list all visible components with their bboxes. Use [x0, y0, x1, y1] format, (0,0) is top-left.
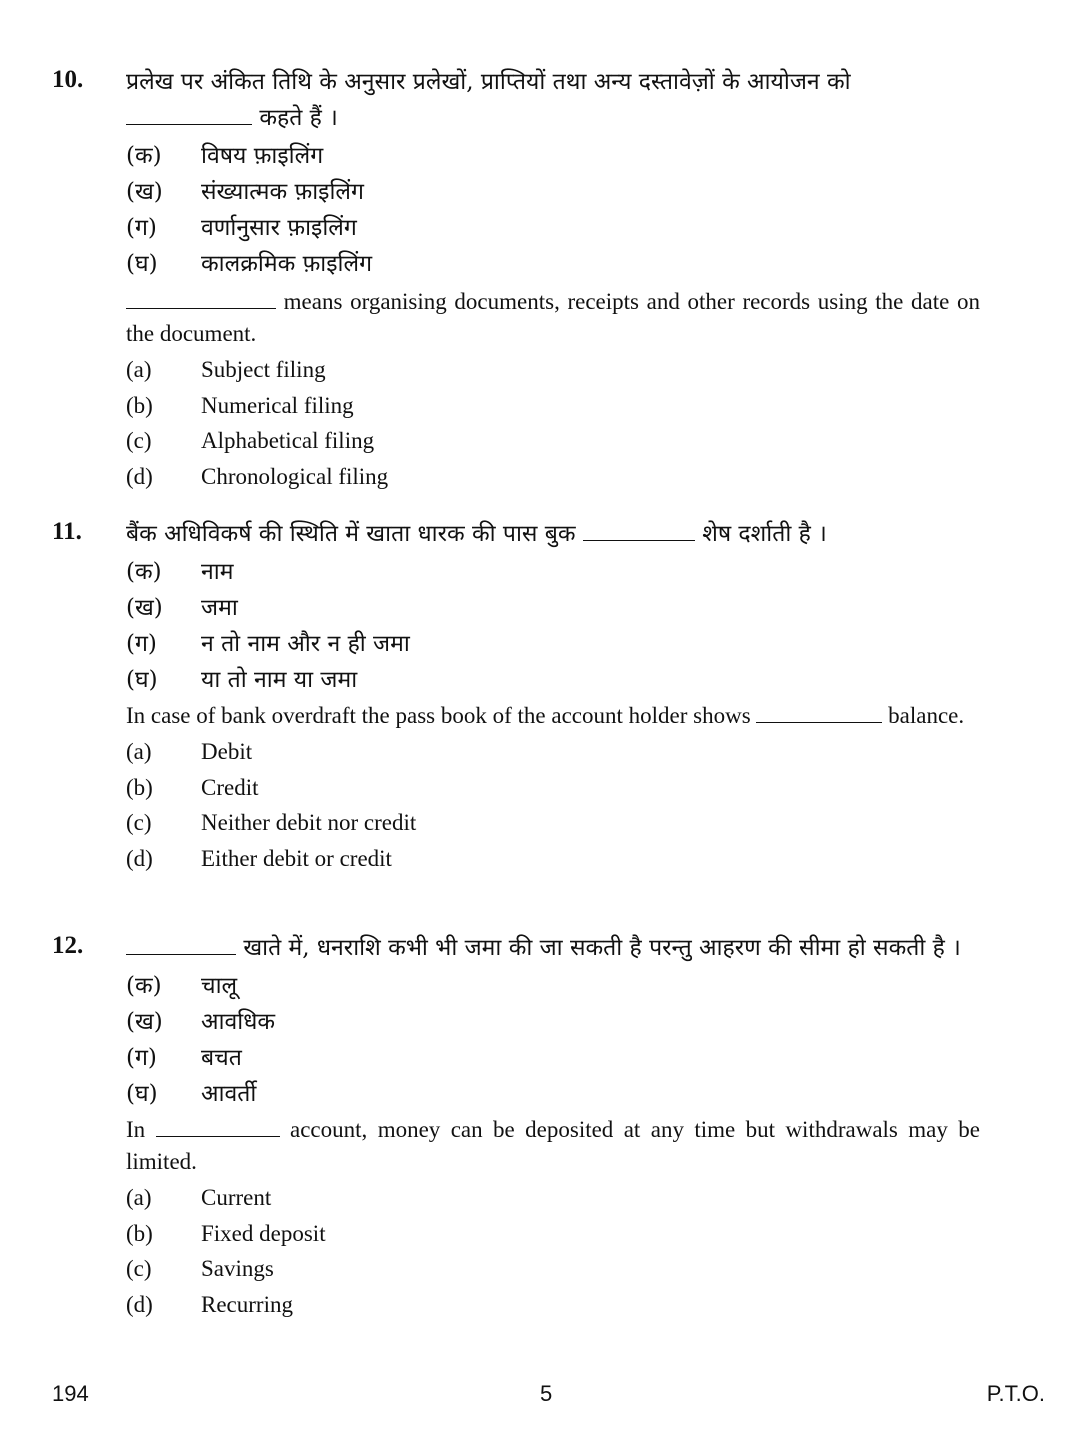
hindi-stem-before: बैंक अधिविकर्ष की स्थिति में खाता धारक की पास बुक [126, 521, 576, 547]
option-text: Credit [201, 774, 259, 800]
question-number: 10. [52, 66, 84, 93]
question-body [126, 64, 980, 494]
english-options [126, 352, 980, 494]
english-stem-after: means organising documents, receipts and other records using the date on the document. [126, 289, 981, 346]
option-label: (d) [126, 463, 153, 489]
option-label: (b) [126, 392, 153, 418]
hindi-stem-before: प्रलेख पर अंकित तिथि के अनुसार प्रलेखों, प्राप्तियों तथा अन्य दस्तावेज़ों के आयोजन को [126, 69, 851, 95]
answer-blank [156, 1114, 280, 1137]
hindi-stem-after: शेष दर्शाती है । [702, 521, 827, 547]
english-option [126, 423, 980, 459]
option-label: (क) [126, 973, 162, 999]
option-label: (क) [126, 559, 162, 585]
english-options [126, 1180, 980, 1322]
english-option [126, 805, 980, 841]
option-text: या तो नाम या जमा [201, 667, 358, 693]
question-number: 11. [52, 518, 82, 545]
hindi-options [126, 968, 980, 1112]
hindi-stem-after: कहते हैं । [259, 105, 338, 131]
hindi-stem-after: खाते में, धनराशि कभी भी जमा की जा सकती है परन्तु आहरण की सीमा हो सकती है । [243, 935, 961, 961]
option-text: Alphabetical filing [201, 428, 375, 453]
option-text: वर्णानुसार फ़ाइलिंग [201, 215, 357, 241]
option-text: Savings [201, 1256, 274, 1281]
option-label: (घ) [126, 1081, 158, 1107]
english-option [126, 1180, 980, 1216]
hindi-option [126, 1076, 980, 1112]
option-text: बचत [201, 1045, 242, 1071]
option-text: विषय फ़ाइलिंग [201, 143, 324, 169]
option-label: (ख) [126, 595, 163, 621]
option-label: (क) [126, 143, 162, 169]
footer-page-number: 5 [540, 1381, 553, 1406]
hindi-option [126, 554, 980, 590]
option-text: Neither debit nor credit [201, 810, 417, 835]
answer-blank [126, 286, 276, 309]
english-option [126, 1251, 980, 1287]
english-option [126, 1216, 980, 1252]
hindi-options [126, 554, 980, 698]
option-text: Debit [201, 739, 253, 764]
hindi-option [126, 174, 980, 210]
option-text: Either debit or credit [201, 845, 392, 871]
hindi-option [126, 626, 980, 662]
hindi-option [126, 662, 980, 698]
hindi-option [126, 138, 980, 174]
option-text: चालू [201, 973, 238, 999]
answer-blank [756, 700, 882, 723]
footer-paper-code: 194 [52, 1381, 89, 1406]
option-label: (c) [126, 1256, 152, 1281]
english-stem-after: balance. [888, 703, 965, 728]
footer-pto: P.T.O. [986, 1381, 1045, 1406]
option-text: Subject filing [201, 357, 326, 382]
option-text: जमा [201, 595, 238, 621]
english-option [126, 1287, 980, 1323]
english-stem-before: In [126, 1117, 146, 1142]
hindi-option [126, 246, 980, 282]
hindi-stem [126, 930, 980, 966]
option-label: (ग) [126, 1045, 157, 1071]
english-option [126, 770, 980, 806]
option-label: (ग) [126, 215, 157, 241]
english-stem-before: In case of bank overdraft the pass book of the account holder shows [126, 703, 751, 728]
option-label: (ख) [126, 179, 163, 205]
option-label: (a) [126, 739, 152, 764]
option-text: नाम [201, 559, 234, 585]
option-text: Fixed deposit [201, 1220, 326, 1246]
answer-blank [583, 518, 695, 541]
hindi-option [126, 1004, 980, 1040]
hindi-stem [126, 64, 980, 136]
option-label: (d) [126, 845, 153, 871]
question-number: 12. [52, 932, 84, 959]
english-options [126, 734, 980, 876]
english-stem [126, 700, 980, 732]
option-text: आवर्ती [201, 1081, 257, 1107]
option-text: Current [201, 1185, 272, 1210]
english-stem [126, 286, 980, 350]
option-label: (d) [126, 1291, 153, 1317]
hindi-options [126, 138, 980, 282]
hindi-option [126, 590, 980, 626]
option-text: Chronological filing [201, 463, 389, 489]
hindi-stem [126, 516, 980, 552]
option-text: Numerical filing [201, 392, 354, 418]
english-option [126, 734, 980, 770]
question-body [126, 516, 980, 876]
option-label: (घ) [126, 667, 158, 693]
option-text: Recurring [201, 1291, 293, 1317]
option-text: आवधिक [201, 1009, 276, 1035]
answer-blank [126, 932, 236, 955]
option-label: (घ) [126, 251, 158, 277]
question-body [126, 930, 980, 1322]
hindi-option [126, 968, 980, 1004]
option-label: (b) [126, 1220, 153, 1246]
hindi-option [126, 210, 980, 246]
english-option [126, 352, 980, 388]
option-text: कालक्रमिक फ़ाइलिंग [201, 251, 373, 277]
english-stem [126, 1114, 980, 1178]
option-label: (ग) [126, 631, 157, 657]
option-label: (ख) [126, 1009, 163, 1035]
option-text: न तो नाम और न ही जमा [201, 631, 410, 657]
english-option [126, 841, 980, 877]
option-label: (b) [126, 774, 153, 800]
option-text: संख्यात्मक फ़ाइलिंग [201, 179, 364, 205]
option-label: (c) [126, 810, 152, 835]
english-option [126, 459, 980, 495]
hindi-option [126, 1040, 980, 1076]
option-label: (c) [126, 428, 152, 453]
option-label: (a) [126, 357, 152, 382]
english-stem-after: account, money can be deposited at any time but withdrawals may be limited. [126, 1117, 981, 1174]
english-option [126, 388, 980, 424]
option-label: (a) [126, 1185, 152, 1210]
answer-blank [126, 102, 252, 125]
